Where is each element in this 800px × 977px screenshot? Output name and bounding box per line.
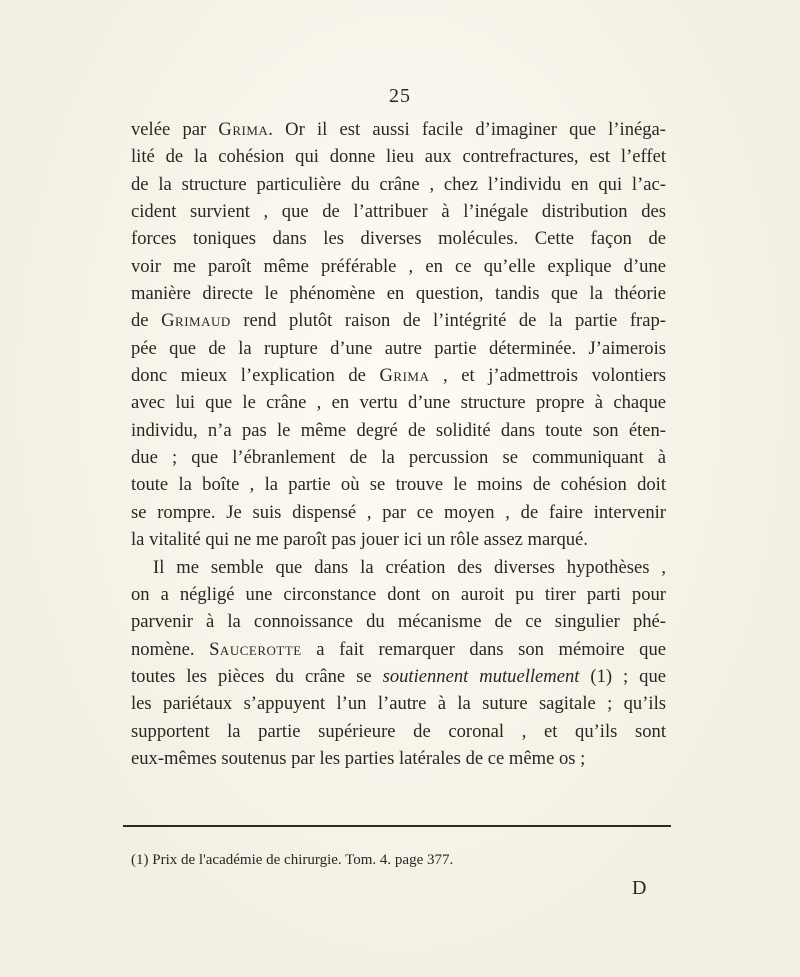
text-run: cident survient , que de l’attribuer à l’inégale distribution des bbox=[131, 201, 666, 223]
text-line bbox=[131, 554, 666, 581]
text-run: nomène. bbox=[131, 638, 210, 660]
text-run: . Or il est aussi facile d’imaginer que l’inéga- bbox=[268, 119, 666, 140]
text-run: donc mieux l’explication de bbox=[131, 365, 380, 387]
text-run: rend plutôt raison de l’intégrité de la partie frap- bbox=[230, 310, 666, 332]
text-line bbox=[131, 253, 666, 280]
text-line bbox=[131, 362, 666, 389]
text-line bbox=[131, 499, 666, 526]
text-run: velée par bbox=[131, 119, 219, 140]
text-run: toute la boîte , la partie où se trouve le moins de cohésion doit bbox=[131, 474, 666, 496]
text-run: toutes les pièces du crâne se bbox=[131, 665, 383, 687]
text-run: a fait remarquer dans son mémoire que bbox=[301, 638, 667, 660]
author-name: Grima bbox=[379, 365, 430, 387]
footnote-rule bbox=[123, 825, 671, 827]
text-run: (1) ; que bbox=[579, 665, 667, 687]
text-line bbox=[131, 745, 666, 772]
text-run: avec lui que le crâne , en vertu d’une structure propre à chaque bbox=[131, 392, 666, 414]
text-line bbox=[131, 198, 666, 225]
text-line bbox=[131, 389, 666, 416]
text-run: les pariétaux s’appuyent l’un l’autre à la suture sagitale ; qu’ils bbox=[131, 693, 666, 715]
text-run: due ; que l’ébranlement de la percussion se communiquant à bbox=[131, 447, 666, 469]
text-run: de bbox=[131, 310, 162, 332]
text-line bbox=[131, 280, 666, 307]
text-run: manière directe le phénomène en question, tandis que la théorie bbox=[131, 283, 666, 305]
text-run: parvenir à la connoissance du mécanisme de ce singulier phé- bbox=[131, 611, 666, 633]
text-line bbox=[131, 444, 666, 471]
text-run: Il me semble que dans la création des diverses hypothèses , bbox=[153, 556, 666, 578]
text-line bbox=[131, 143, 666, 170]
text-run: la vitalité qui ne me paroît pas jouer ici un rôle assez marqué. bbox=[131, 529, 588, 551]
text-line bbox=[131, 225, 666, 252]
text-line bbox=[131, 608, 666, 635]
author-name: Grimaud bbox=[161, 310, 231, 332]
text-run: individu, n’a pas le même degré de solidité dans toute son éten- bbox=[131, 419, 666, 441]
signature-mark: D bbox=[632, 877, 647, 899]
text-line bbox=[131, 471, 666, 498]
author-name: Grima bbox=[218, 119, 269, 140]
text-line bbox=[131, 307, 666, 334]
text-run: de la structure particulière du crâne , chez l’individu en qui l’ac- bbox=[131, 173, 666, 195]
text-run: , et j’admettrois volontiers bbox=[429, 365, 666, 387]
text-line bbox=[131, 690, 666, 717]
text-line bbox=[131, 526, 666, 553]
emphasis-text: soutiennent mutuellement bbox=[382, 665, 580, 687]
text-run: lité de la cohésion qui donne lieu aux contrefractures, est l’effet bbox=[131, 146, 666, 168]
author-name: Saucerotte bbox=[209, 638, 302, 660]
text-run: eux-mêmes soutenus par les parties latérales de ce même os ; bbox=[131, 747, 586, 769]
text-run: forces toniques dans les diverses molécules. Cette façon de bbox=[131, 228, 666, 250]
text-line bbox=[131, 636, 666, 663]
text-line bbox=[131, 171, 666, 198]
text-run: pée que de la rupture d’une autre partie déterminée. J’aimerois bbox=[131, 337, 666, 359]
text-run: on a négligé une circonstance dont on auroit pu tirer parti pour bbox=[131, 583, 666, 605]
text-line bbox=[131, 116, 666, 143]
text-line bbox=[131, 663, 666, 690]
body-text bbox=[131, 116, 666, 772]
text-line bbox=[131, 581, 666, 608]
footnote: (1) Prix de l'académie de chirurgie. Tom. 4. page 377. bbox=[131, 852, 454, 868]
text-line bbox=[131, 718, 666, 745]
text-run: se rompre. Je suis dispensé , par ce moyen , de faire intervenir bbox=[131, 501, 666, 523]
text-run: supportent la partie supérieure de coronal , et qu’ils sont bbox=[131, 720, 666, 742]
page-number: 25 bbox=[389, 85, 411, 107]
text-line bbox=[131, 417, 666, 444]
text-run: voir me paroît même préférable , en ce qu’elle explique d’une bbox=[131, 255, 666, 277]
text-line bbox=[131, 335, 666, 362]
